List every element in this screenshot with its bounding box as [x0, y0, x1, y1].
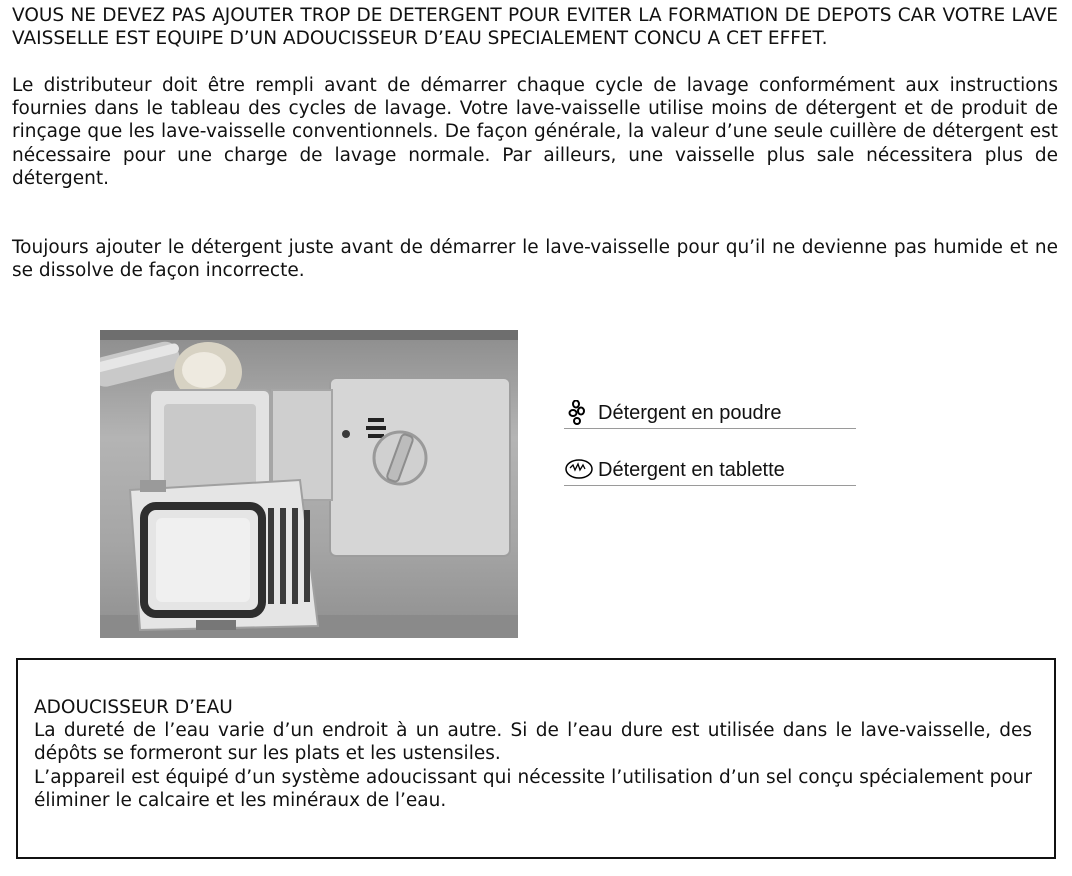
water-softener-box	[16, 658, 1056, 859]
warning-paragraph: VOUS NE DEVEZ PAS AJOUTER TROP DE DETERGENT POUR EVITER LA FORMATION DE DEPOTS CAR VOTRE LAVE VAISSELLE EST EQUIPE D’UN ADOUCISSEUR D’EAU SPECIALEMENT CONCU A CET EFFET.	[12, 5, 1058, 50]
legend-item-tablet	[564, 455, 856, 486]
legend-label: Détergent en poudre	[598, 401, 782, 424]
softener-paragraph-hardness: La dureté de l’eau varie d’un endroit à un autre. Si de l’eau dure est utilisée dans le lave-vaisselle, des dépôts se formeront sur les plats et les ustensiles.	[34, 720, 1032, 765]
powder-detergent-icon	[564, 400, 596, 426]
distributor-paragraph: Le distributeur doit être rempli avant de démarrer chaque cycle de lavage conformément aux instructions fournies dans le tableau des cycles de lavage. Votre lave-vaisselle utilise moins de détergent et de produit de rinçage que les lave-vaisselle conventionnels. De façon générale, la valeur d’une seule cuillère de détergent est nécessaire pour une charge de lavage normale. Par ailleurs, une vaisselle plus sale nécessitera plus de détergent.	[12, 75, 1058, 189]
softener-paragraph-system: L’appareil est équipé d’un système adoucissant qui nécessite l’utilisation d’un sel conçu spécialement pour éliminer le calcaire et les minéraux de l’eau.	[34, 766, 1032, 811]
softener-heading: ADOUCISSEUR D’EAU	[34, 697, 233, 718]
detergent-dispenser-photo	[100, 330, 518, 638]
legend-item-powder	[564, 398, 856, 429]
tablet-detergent-icon	[564, 457, 596, 483]
legend-label: Détergent en tablette	[598, 458, 785, 481]
timing-paragraph: Toujours ajouter le détergent juste avant de démarrer le lave-vaisselle pour qu’il ne devienne pas humide et ne se dissolve de façon incorrecte.	[12, 237, 1058, 282]
